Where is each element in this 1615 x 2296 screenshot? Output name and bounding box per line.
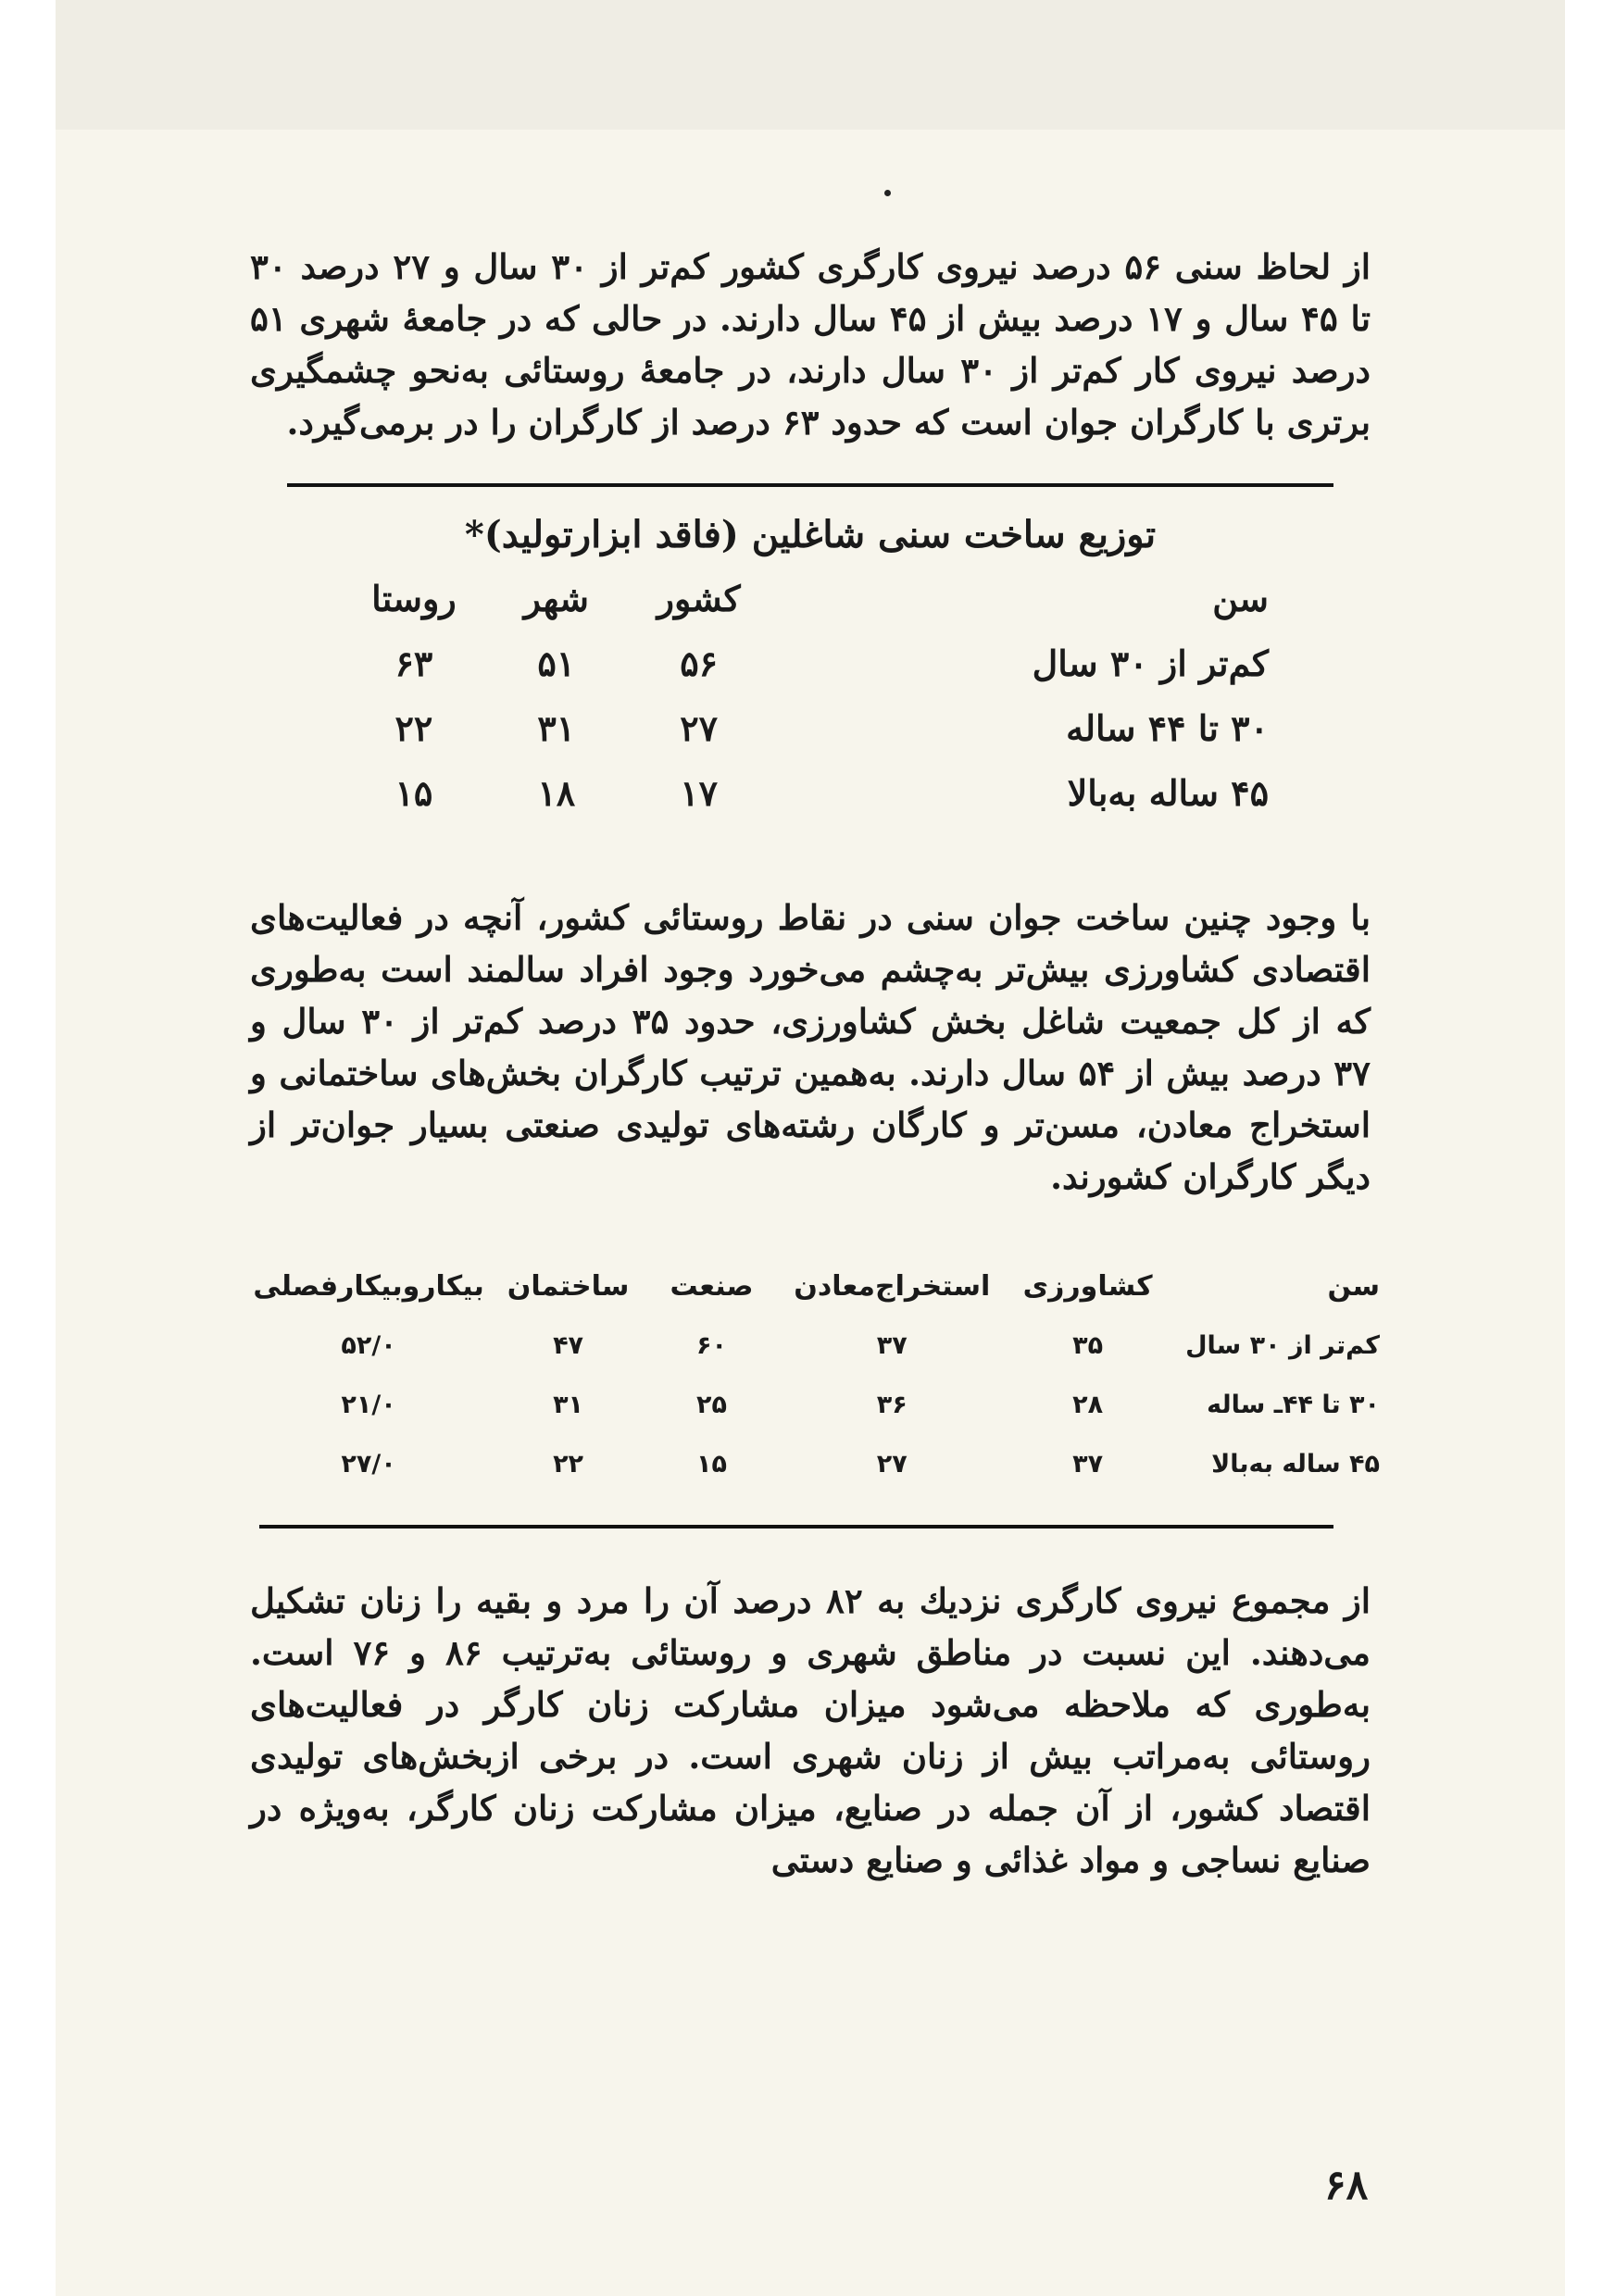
table1-cell: ۲۲ <box>394 706 433 749</box>
table1-cell: ۲۷ <box>680 706 719 749</box>
table2-cell: ۳۷ <box>1072 1449 1104 1479</box>
table2-cell: ۲۲ <box>553 1449 584 1479</box>
table2-cell: ۳۰ تا ۴۴ـ ساله <box>1207 1390 1380 1419</box>
table-row <box>241 1375 1380 1434</box>
table2-cell: ۱۵ <box>695 1449 727 1479</box>
paragraph-3: از مجموع نیروی کارگری نزدیك به ۸۲ درصد آن را مرد و بقیه را زنان تشکیل می‌دهند. این نسبت در مناطق شهری و روستائی به‌ترتیب ۸۶ و ۷۶ است. به‌طوری که ملاحظه می‌شود میزان مشارکت زنان کارگر در فعالیت‌های روستائی به‌مراتب بیش از زنان شهری است. در برخی ازبخش‌های تولیدی اقتصاد کشور، از آن جمله در صنایع، میزان مشارکت زنان کارگر، به‌ویژه در صنایع نساجی و مواد غذائی و صنایع دستی <box>250 1580 1371 1880</box>
table1-title: توزیع ساخت سنی شاغلین (فاقد ابزارتولید)* <box>464 513 1157 556</box>
table2-header-mining: استخراج‌معادن <box>794 1269 991 1303</box>
table2-header-agriculture: کشاورزی <box>1022 1269 1153 1303</box>
table2-header-industry: صنعت <box>670 1269 754 1303</box>
table-bottom-rule <box>259 1525 1333 1529</box>
table-row <box>343 760 1269 825</box>
table2-cell: ۳۶ <box>876 1390 908 1419</box>
paragraph-1: از لحاظ سنی ۵۶ درصد نیروی کارگری کشور کم‌تر از ۳۰ سال و ۲۷ درصد ۳۰ تا ۴۵ سال و ۱۷ درصد بیش از ۴۵ سال دارند. در حالی که در جامعهٔ شهری ۵۱ درصد نیروی کار کم‌تر از ۳۰ سال دارند، در جامعهٔ روستائی به‌نحو چشمگیری برتری با کارگران جوان است که حدود ۶۳ درصد از کارگران را در برمی‌گیرد. <box>250 246 1371 443</box>
table1-header-village: روستا <box>371 577 457 619</box>
table2-header-age: سن <box>1327 1269 1380 1303</box>
page-content <box>250 241 1380 1886</box>
paragraph-2: با وجود چنین ساخت جوان سنی در نقاط روستائی کشور، آنچه در فعالیت‌های اقتصادی کشاورزی بیش‌تر به‌چشم می‌خورد وجود افراد سالمند است به‌طوری که از کل جمعیت شاغل بخش کشاورزی، حدود ۳۵ درصد کم‌تر از ۳۰ سال و ۳۷ درصد بیش از ۵۴ سال دارند. به‌همین ترتیب کارگران بخش‌های ساختمانی و استخراج معادن، مسن‌تر و کارگان رشته‌های تولیدی صنعتی بسیار جوان‌تر از دیگر کارگران کشورند. <box>250 897 1371 1197</box>
table-row <box>343 695 1269 760</box>
table1-header-city: شهر <box>523 577 589 619</box>
table2-cell: کم‌تر از ۳۰ سال <box>1185 1330 1380 1360</box>
table1-header-age: سن <box>1212 577 1269 619</box>
table2-cell: ۳۵ <box>1072 1330 1104 1360</box>
table2-cell: ۲۵ <box>695 1390 727 1419</box>
page-top-margin <box>56 0 1565 130</box>
table2-cell: ۲۷/۰ <box>341 1449 396 1479</box>
age-distribution-table <box>343 566 1269 825</box>
sector-age-table <box>241 1256 1380 1493</box>
table2-header-row <box>241 1256 1380 1316</box>
table1-cell: ۱۸ <box>537 771 576 814</box>
table2-cell: ۲۷ <box>876 1449 908 1479</box>
page-number: ۶۸ <box>1324 2162 1369 2209</box>
table1-cell: ۵۶ <box>680 642 719 684</box>
table-top-rule <box>287 483 1333 487</box>
table2-cell: ۳۷ <box>876 1330 908 1360</box>
table1-cell: کم‌تر از ۳۰ سال <box>1032 642 1269 684</box>
table-row <box>241 1316 1380 1375</box>
table1-header-country: کشور <box>657 577 741 619</box>
table1-cell: ۱۵ <box>394 771 433 814</box>
table1-cell: ۱۷ <box>680 771 719 814</box>
table2-cell: ۳۱ <box>553 1390 584 1419</box>
table2-cell: ۲۸ <box>1072 1390 1104 1419</box>
table2-cell: ۶۰ <box>695 1330 727 1360</box>
table-row <box>241 1434 1380 1493</box>
table1-cell: ۵۱ <box>537 642 576 684</box>
table1-cell: ۳۰ تا ۴۴ ساله <box>1066 706 1269 749</box>
table2-header-unemployed: بیکاروبیکارفصلی <box>253 1269 484 1303</box>
table2-cell: ۴۵ ساله به‌بالا <box>1211 1449 1380 1479</box>
table1-cell: ۶۳ <box>394 642 433 684</box>
table1-cell: ۳۱ <box>537 706 576 749</box>
table2-cell: ۲۱/۰ <box>341 1390 396 1419</box>
table2-cell: ۵۲/۰ <box>341 1330 396 1360</box>
table-row <box>343 630 1269 695</box>
ink-dot <box>884 190 891 196</box>
table1-header-row <box>343 566 1269 630</box>
table2-header-construction: ساختمان <box>507 1269 630 1303</box>
table2-cell: ۴۷ <box>553 1330 584 1360</box>
table1-cell: ۴۵ ساله به‌بالا <box>1067 771 1269 814</box>
